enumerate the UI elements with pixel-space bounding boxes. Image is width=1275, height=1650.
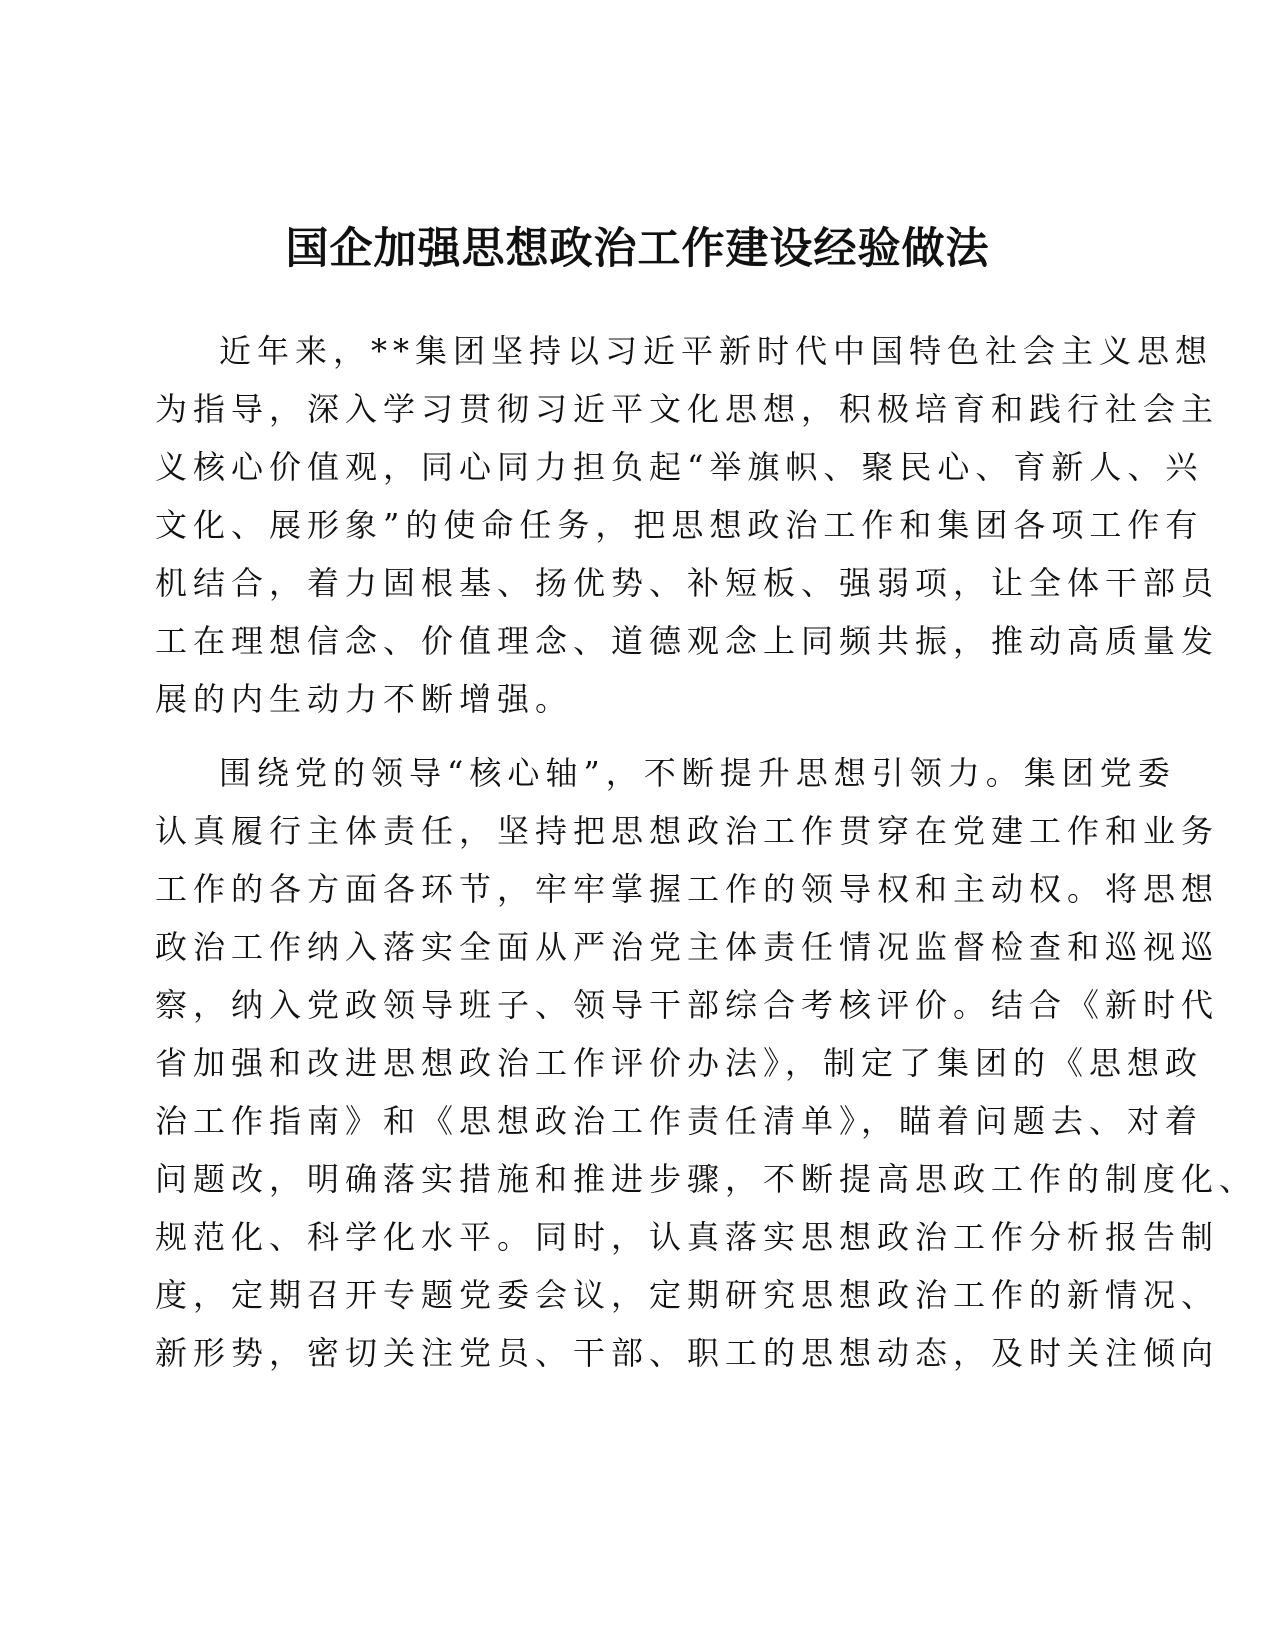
paragraph-line: 省加强和改进思想政治工作评价办法》，制定了集团的《思想政 [155,1044,1204,1082]
paragraph-line: 认真履行主体责任，坚持把思想政治工作贯穿在党建工作和业务 [155,812,1220,850]
paragraph-line: 新形势，密切关注党员、干部、职工的思想动态，及时关注倾向 [155,1334,1220,1372]
paragraph-intro [155,322,1220,728]
paragraph-line: 文化、展形象”的使命任务，把思想政治工作和集团各项工作有 [155,506,1204,544]
paragraph-line: 围绕党的领导“核心轴”，不断提升思想引领力。集团党委 [219,754,1176,792]
paragraph-line: 察，纳入党政领导班子、领导干部综合考核评价。结合《新时代 [155,986,1220,1024]
paragraph-spacer [155,728,1115,744]
paragraph-line: 规范化、科学化水平。同时，认真落实思想政治工作分析报告制 [155,1218,1220,1256]
paragraph-line: 治工作指南》和《思想政治工作责任清单》，瞄着问题去、对着 [155,1102,1204,1140]
paragraph-line: 为指导，深入学习贯彻习近平文化思想，积极培育和践行社会主 [155,390,1220,428]
paragraph-line: 政治工作纳入落实全面从严治党主体责任情况监督检查和巡视巡 [155,928,1220,966]
paragraph-line: 机结合，着力固根基、扬优势、补短板、强弱项，让全体干部员 [155,564,1220,602]
document-title: 国企加强思想政治工作建设经验做法 [285,224,990,274]
paragraph-line: 问题改，明确落实措施和推进步骤，不断提高思政工作的制度化、 [155,1160,1258,1198]
paragraph-line: 展的内生动力不断增强。 [155,680,574,718]
paragraph-line: 工作的各方面各环节，牢牢掌握工作的领导权和主动权。将思想 [155,870,1220,908]
paragraph-leadership [155,744,1258,1382]
paragraph-line: 工在理想信念、价值理念、道德观念上同频共振，推动高质量发 [155,622,1220,660]
paragraph-line: 近年来，**集团坚持以习近平新时代中国特色社会主义思想 [219,332,1214,370]
paragraph-line: 义核心价值观，同心同力担负起“举旗帜、聚民心、育新人、兴 [155,448,1204,486]
document-body [155,322,1258,1382]
paragraph-line: 度，定期召开专题党委会议，定期研究思想政治工作的新情况、 [155,1276,1220,1314]
